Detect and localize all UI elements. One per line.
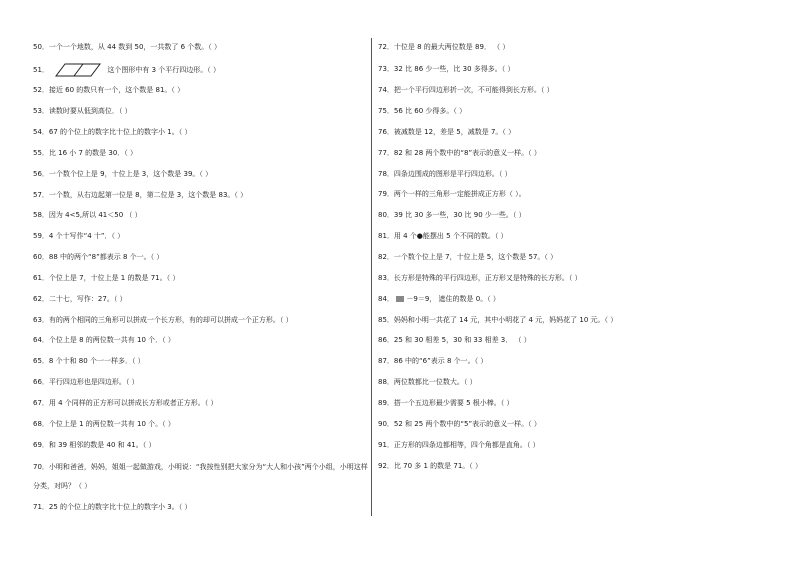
question-67: 67．用 4 个同样的正方形可以拼成长方形或者正方形。（ ） xyxy=(33,399,218,407)
question-54: 54．67 的个位上的数字比十位上的数字小 1。（ ） xyxy=(33,128,192,136)
question-52: 52．接近 60 的数只有一个，这个数是 81。（ ） xyxy=(33,86,185,94)
question-88: 88．两位数都比一位数大。（ ） xyxy=(378,378,477,386)
question-68: 68．个位上是 1 的两位数一共有 10 个。（ ） xyxy=(33,420,175,428)
question-80: 80．39 比 30 多一些，30 比 90 少一些。（ ） xyxy=(378,211,526,219)
question-55: 55．比 16 小 7 的数是 30．（ ） xyxy=(33,149,138,157)
question-65: 65．8 个十和 80 个一一样多．（ ） xyxy=(33,357,145,365)
question-86: 86．25 和 30 相差 5，30 和 33 相差 3． （ ） xyxy=(378,336,531,344)
question-78: 78．四条边围成的图形是平行四边形。（ ） xyxy=(378,170,512,178)
covered-digit-block-icon xyxy=(396,296,404,302)
question-56: 56．一个数个位上是 9，十位上是 3，这个数是 39。（ ） xyxy=(33,170,213,178)
question-50: 50．一个一个地数，从 44 数到 50，一共数了 6 个数。（ ） xyxy=(33,43,222,51)
question-90: 90．52 和 25 两个数中的“5”表示的意义一样。（ ） xyxy=(378,420,541,428)
question-69: 69．和 39 相邻的数是 40 和 41。（ ） xyxy=(33,441,156,449)
question-51-number: 51． xyxy=(33,66,49,74)
question-84 xyxy=(378,295,500,304)
question-87: 87．86 中的“6”表示 8 个一。（ ） xyxy=(378,357,488,365)
question-82: 82．一个数个位上是 7，十位上是 5，这个数是 57。（ ） xyxy=(378,253,558,261)
question-72: 72．十位是 8 的最大两位数是 89． （ ） xyxy=(378,43,510,51)
question-59: 59．4 个十写作“4 十”．（ ） xyxy=(33,232,125,240)
question-57: 57．一个数，从右边起第一位是 8，第二位是 3，这个数是 83。（ ） xyxy=(33,191,248,199)
question-89: 89．搭一个五边形最少需要 5 根小棒。（ ） xyxy=(378,399,514,407)
question-51-text: 这个图形中有 3 个平行四边形。（ ） xyxy=(107,66,221,74)
question-51 xyxy=(33,63,220,77)
question-63: 63．有的两个相同的三角形可以拼成一个长方形，有的却可以拼成一个正方形。（ ） xyxy=(33,316,293,324)
question-83: 83．长方形是特殊的平行四边形，正方形又是特殊的长方形。（ ） xyxy=(378,274,582,282)
question-70-line1: 70．小明和爸爸，妈妈，姐姐一起做游戏，小明说：“我按性别把大家分为“大人和小孩”两个小组，小明这样 xyxy=(33,463,368,471)
question-79: 79．两个一样的三角形一定能拼成正方形（ ）。 xyxy=(378,190,526,198)
question-75: 75．56 比 60 少得多。（ ） xyxy=(378,107,467,115)
question-58: 58．因为 4<5,所以 41＜50 （ ） xyxy=(33,211,142,219)
question-61: 61．个位上是 7，十位上是 1 的数是 71。（ ） xyxy=(33,274,180,282)
question-84-number: 84． xyxy=(378,295,394,303)
question-91: 91．正方形的四条边都相等，四个角都是直角。（ ） xyxy=(378,441,540,449)
question-84-text: －9＝9， 遮住的数是 0。（ ） xyxy=(406,295,500,303)
question-76: 76．被减数是 12，差是 5，减数是 7。（ ） xyxy=(378,128,516,136)
question-73: 73．32 比 86 少一些，比 30 多得多。（ ） xyxy=(378,65,515,73)
question-70-line2: 分类，对吗？（ ） xyxy=(33,482,92,490)
question-85: 85．妈妈和小明一共花了 14 元，其中小明花了 4 元，妈妈花了 10 元。（ ） xyxy=(378,316,618,324)
question-77: 77．82 和 28 两个数中的“8”表示的意义一样。（ ） xyxy=(378,149,541,157)
question-92: 92．比 70 多 1 的数是 71。（ ） xyxy=(378,462,483,470)
question-53: 53．读数时要从低到高位．（ ） xyxy=(33,107,132,115)
parallelogram-figure-icon xyxy=(55,63,101,77)
question-66: 66．平行四边形也是四边形。（ ） xyxy=(33,378,139,386)
column-divider xyxy=(371,38,372,516)
question-81: 81．用 4 个●能摆出 5 个不同的数。（ ） xyxy=(378,232,508,240)
question-71: 71．25 的个位上的数字比十位上的数字小 3。（ ） xyxy=(33,503,192,511)
question-62: 62．二十七，写作：27。（ ） xyxy=(33,295,127,303)
question-74: 74．把一个平行四边形折一次，不可能得到长方形。（ ） xyxy=(378,86,554,94)
question-64: 64．个位上是 8 的两位数一共有 10 个．（ ） xyxy=(33,336,175,344)
question-60: 60．88 中的两个“8”都表示 8 个一。（ ） xyxy=(33,253,164,261)
